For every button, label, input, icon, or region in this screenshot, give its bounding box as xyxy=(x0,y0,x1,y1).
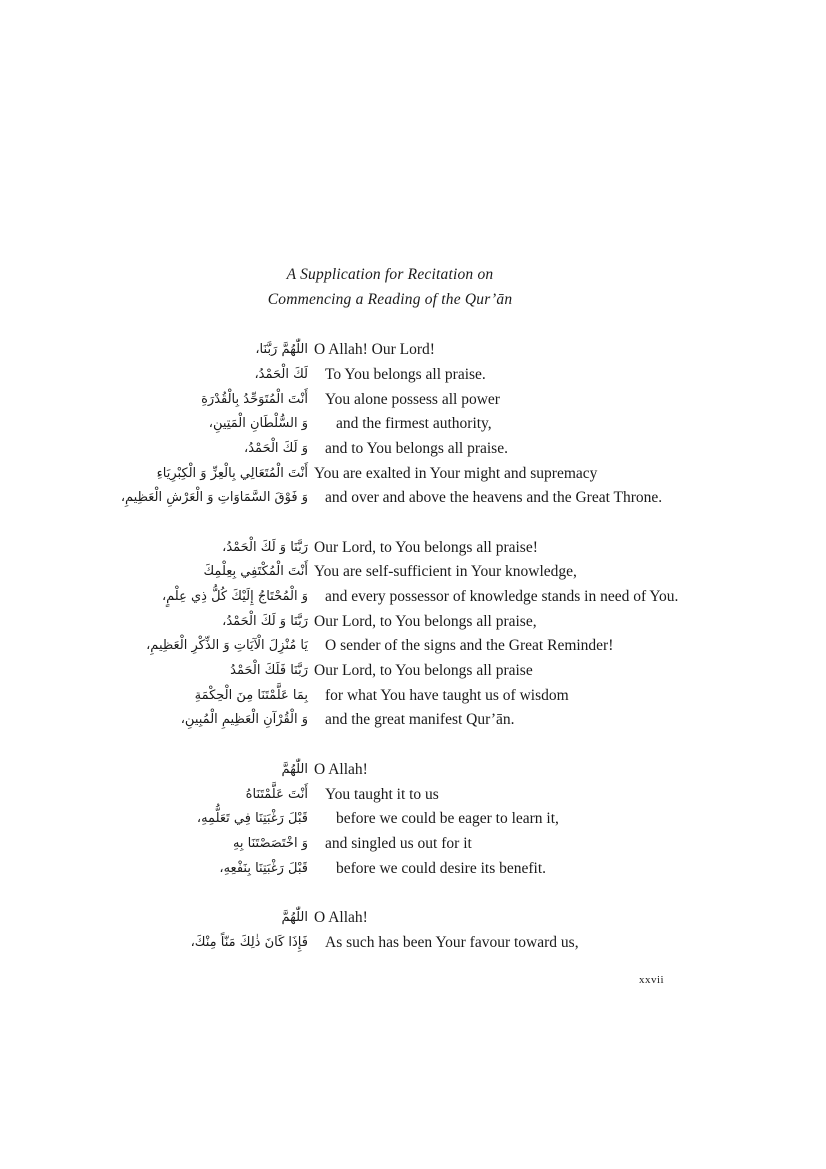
arabic-text: يَا مُنْزِلَ الْآيَاتِ وَ الذِّكْرِ الْعَظِيمِ، xyxy=(146,638,308,653)
english-text: You alone possess all power xyxy=(325,391,500,408)
verse-line xyxy=(0,613,826,637)
arabic-text: وَ لَكَ الْحَمْدُ، xyxy=(244,441,308,456)
arabic-text: بِمَا عَلَّمْتَنَا مِنَ الْحِكْمَةِ xyxy=(194,688,308,703)
verse-line xyxy=(0,934,826,958)
verse-line xyxy=(0,415,826,439)
verse-line xyxy=(0,391,826,415)
verse-line xyxy=(0,465,826,489)
verse-line xyxy=(0,489,826,513)
arabic-text: أَنْتَ الْمُكْتَفِي بِعِلْمِكَ xyxy=(203,564,308,579)
verse-line xyxy=(0,588,826,612)
english-text: and the great manifest Qur’ān. xyxy=(325,711,515,728)
arabic-text: وَ السُّلْطَانِ الْمَتِينِ، xyxy=(208,416,308,431)
english-text: O Allah! Our Lord! xyxy=(314,341,435,358)
arabic-text: اللّٰهُمَّ xyxy=(281,762,308,777)
verse-line xyxy=(0,366,826,390)
verse-line xyxy=(0,786,826,810)
arabic-text: قَبْلَ رَغْبَتِنَا بِنَفْعِهِ، xyxy=(219,861,308,876)
arabic-text: أَنْتَ عَلَّمْتَنَاهُ xyxy=(245,787,308,802)
arabic-text: رَبَّنَا فَلَكَ الْحَمْدُ xyxy=(230,663,308,678)
verse-line xyxy=(0,810,826,834)
verse-line xyxy=(0,539,826,563)
title-line-1: A Supplication for Recitation on xyxy=(286,266,494,283)
arabic-text: أَنْتَ الْمُتَعَالِي بِالْعِزِّ وَ الْكِبْرِيَاءِ xyxy=(156,466,308,481)
english-text: You are self-sufficient in Your knowledge, xyxy=(314,563,577,580)
arabic-text: رَبَّنَا وَ لَكَ الْحَمْدُ، xyxy=(222,540,308,555)
english-text: To You belongs all praise. xyxy=(325,366,486,383)
arabic-text: وَ اخْتَصَصْتَنَا بِهِ xyxy=(232,836,308,851)
arabic-text: وَ فَوْقَ السَّمَاوَاتِ وَ الْعَرْشِ الْعَظِيمِ، xyxy=(120,490,308,505)
english-text: Our Lord, to You belongs all praise! xyxy=(314,539,538,556)
arabic-text: اللّٰهُمَّ xyxy=(281,910,308,925)
arabic-text: فَإِذَا كَانَ ذٰلِكَ مَنّاً مِنْكَ، xyxy=(190,935,308,950)
english-text: and to You belongs all praise. xyxy=(325,440,508,457)
verse-line xyxy=(0,563,826,587)
english-text: Our Lord, to You belongs all praise xyxy=(314,662,533,679)
english-text: for what You have taught us of wisdom xyxy=(325,687,569,704)
arabic-text: قَبْلَ رَغْبَتِنَا فِي تَعَلُّمِهِ، xyxy=(196,811,308,826)
english-text: Our Lord, to You belongs all praise, xyxy=(314,613,537,630)
english-text: and singled us out for it xyxy=(325,835,472,852)
arabic-text: اللّٰهُمَّ رَبَّنَا، xyxy=(255,342,308,357)
verse-line xyxy=(0,637,826,661)
arabic-text: أَنْتَ الْمُتَوَحِّدُ بِالْقُدْرَةِ xyxy=(201,392,308,407)
arabic-text: وَ الْمُحْتَاجُ إِلَيْكَ كُلُّ ذِي عِلْمٍ، xyxy=(161,589,308,604)
verse-line xyxy=(0,860,826,884)
verse-line xyxy=(0,711,826,735)
verse-line xyxy=(0,835,826,859)
english-text: As such has been Your favour toward us, xyxy=(325,934,579,951)
english-text: before we could be eager to learn it, xyxy=(336,810,559,827)
title-line-2: Commencing a Reading of the Qur’ān xyxy=(267,291,513,308)
english-text: and over and above the heavens and the Great Throne. xyxy=(325,489,663,506)
english-text: You are exalted in Your might and supremacy xyxy=(314,465,598,482)
english-text: and the firmest authority, xyxy=(336,415,492,432)
page-number: xxvii xyxy=(639,974,665,986)
verse-line xyxy=(0,909,826,933)
arabic-text: وَ الْقُرْآنِ الْعَظِيمِ الْمُبِينِ، xyxy=(180,712,308,727)
arabic-text: لَكَ الْحَمْدُ، xyxy=(254,367,308,382)
english-text: You taught it to us xyxy=(325,786,439,803)
english-text: before we could desire its benefit. xyxy=(336,860,547,877)
english-text: and every possessor of knowledge stands in need of You. xyxy=(325,588,679,605)
verse-line xyxy=(0,687,826,711)
verse-line xyxy=(0,662,826,686)
arabic-text: رَبَّنَا وَ لَكَ الْحَمْدُ، xyxy=(222,614,308,629)
english-text: O Allah! xyxy=(314,761,368,778)
english-text: O Allah! xyxy=(314,909,368,926)
english-text: O sender of the signs and the Great Reminder! xyxy=(325,637,614,654)
verse-line xyxy=(0,761,826,785)
verse-line xyxy=(0,440,826,464)
verse-line xyxy=(0,341,826,365)
